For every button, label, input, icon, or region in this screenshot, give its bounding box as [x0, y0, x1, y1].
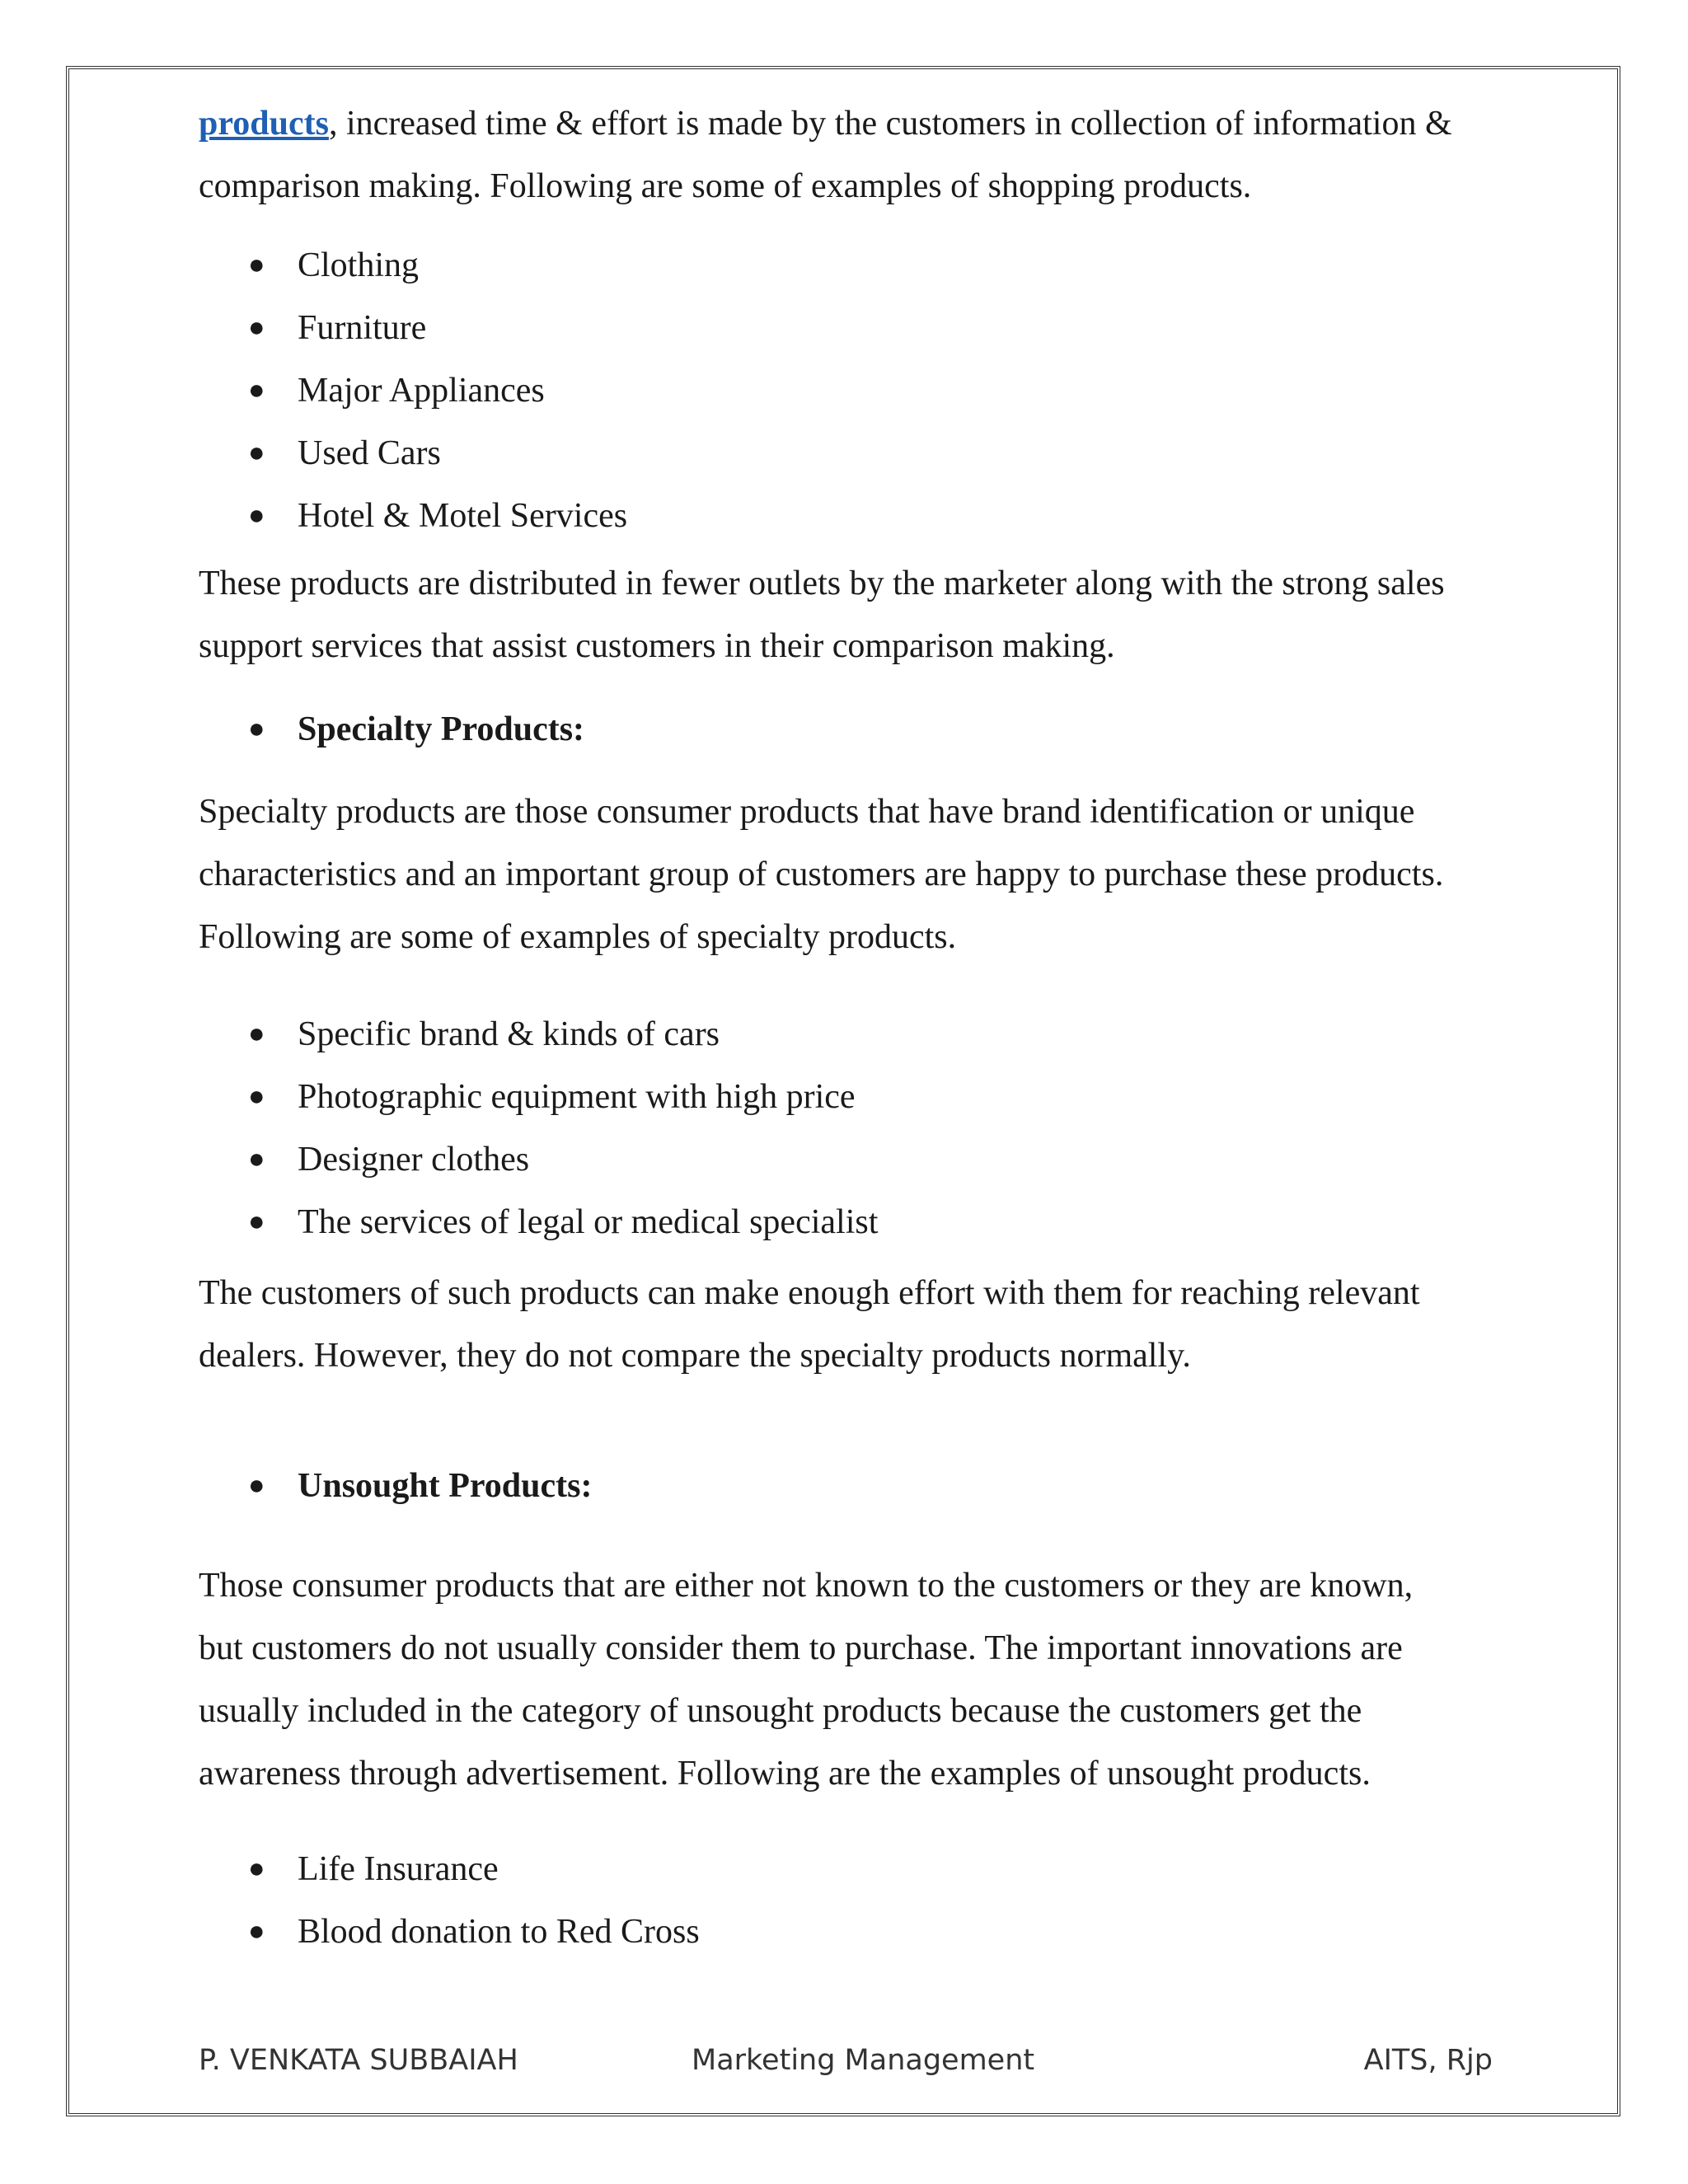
page-footer — [199, 2044, 1493, 2093]
intro-line-2: comparison making. Following are some of examples of shopping products. — [199, 167, 1252, 205]
intro-line-1 — [199, 92, 1493, 155]
products-link[interactable]: products — [199, 105, 329, 143]
bullet-icon: ● — [248, 1144, 265, 1174]
unsought-para-line-2: but customers do not usually consider them to purchase. The important innovations are — [199, 1629, 1403, 1667]
list-item — [199, 359, 1493, 422]
bullet-icon: ● — [248, 1470, 265, 1501]
unsought-para-line-3: usually included in the category of unsought products because the customers get the — [199, 1692, 1362, 1730]
unsought-para-line-1: Those consumer products that are either not known to the customers or they are known, — [199, 1567, 1414, 1605]
list-item — [199, 1838, 1493, 1900]
shopping-para-line-2: support services that assist customers in their comparison making. — [199, 627, 1115, 665]
footer-author: P. VENKATA SUBBAIAH — [199, 2044, 518, 2077]
bullet-icon: ● — [248, 714, 265, 744]
unsought-paragraph — [199, 1554, 1493, 1805]
bullet-icon: ● — [248, 1854, 265, 1884]
list-item — [199, 485, 1493, 547]
bullet-icon: ● — [248, 438, 265, 468]
footer-institution: AITS, Rjp — [1363, 2044, 1493, 2077]
list-item-label: Used Cars — [298, 434, 441, 472]
list-item-label: Designer clothes — [298, 1141, 530, 1179]
shopping-paragraph — [199, 552, 1493, 677]
specialty-after-paragraph — [199, 1262, 1493, 1387]
list-item-label: Specific brand & kinds of cars — [298, 1015, 720, 1053]
list-item-label: Furniture — [298, 309, 427, 347]
bullet-icon: ● — [248, 375, 265, 405]
specialty-heading-text: Specialty Products: — [298, 710, 585, 748]
list-item-label: Major Appliances — [298, 372, 545, 410]
bullet-icon: ● — [248, 1916, 265, 1947]
list-item — [199, 297, 1493, 359]
unsought-products-list — [199, 1838, 1493, 1963]
bullet-icon: ● — [248, 1081, 265, 1112]
list-item — [199, 1191, 1493, 1254]
unsought-heading-text: Unsought Products: — [298, 1467, 593, 1505]
specialty-heading-list — [199, 698, 1493, 761]
intro-paragraph — [199, 92, 1493, 218]
specialty-para-line-3: Following are some of examples of specialty products. — [199, 918, 957, 956]
list-item-label: Clothing — [298, 246, 420, 284]
shopping-products-list — [199, 234, 1493, 547]
unsought-para-line-4: awareness through advertisement. Following are the examples of unsought products. — [199, 1755, 1371, 1793]
list-item-label: Hotel & Motel Services — [298, 497, 628, 535]
footer-subject: Marketing Management — [692, 2044, 1035, 2077]
list-item-label: The services of legal or medical specialist — [298, 1203, 879, 1241]
list-item — [199, 234, 1493, 297]
list-item-label: Blood donation to Red Cross — [298, 1913, 700, 1951]
bullet-icon: ● — [248, 312, 265, 343]
unsought-heading-list — [199, 1455, 1493, 1517]
list-item — [199, 1128, 1493, 1191]
specialty-heading — [199, 698, 1493, 761]
intro-line-1-text: , increased time & effort is made by the customers in collection of information & — [328, 105, 1452, 143]
specialty-products-list — [199, 1003, 1493, 1254]
bullet-icon: ● — [248, 500, 265, 531]
specialty-paragraph — [199, 780, 1493, 968]
list-item — [199, 1066, 1493, 1128]
unsought-heading — [199, 1455, 1493, 1517]
specialty-para-line-1: Specialty products are those consumer products that have brand identification or unique — [199, 793, 1415, 831]
shopping-para-line-1: These products are distributed in fewer outlets by the marketer along with the strong sales — [199, 565, 1445, 602]
list-item — [199, 422, 1493, 485]
list-item — [199, 1003, 1493, 1066]
specialty-after-line-2: dealers. However, they do not compare the specialty products normally. — [199, 1337, 1191, 1375]
specialty-para-line-2: characteristics and an important group of customers are happy to purchase these products. — [199, 855, 1444, 893]
list-item-label: Life Insurance — [298, 1850, 499, 1888]
list-item — [199, 1900, 1493, 1963]
specialty-after-line-1: The customers of such products can make enough effort with them for reaching relevant — [199, 1274, 1420, 1312]
bullet-icon: ● — [248, 250, 265, 280]
bullet-icon: ● — [248, 1207, 265, 1237]
bullet-icon: ● — [248, 1019, 265, 1049]
list-item-label: Photographic equipment with high price — [298, 1078, 856, 1116]
